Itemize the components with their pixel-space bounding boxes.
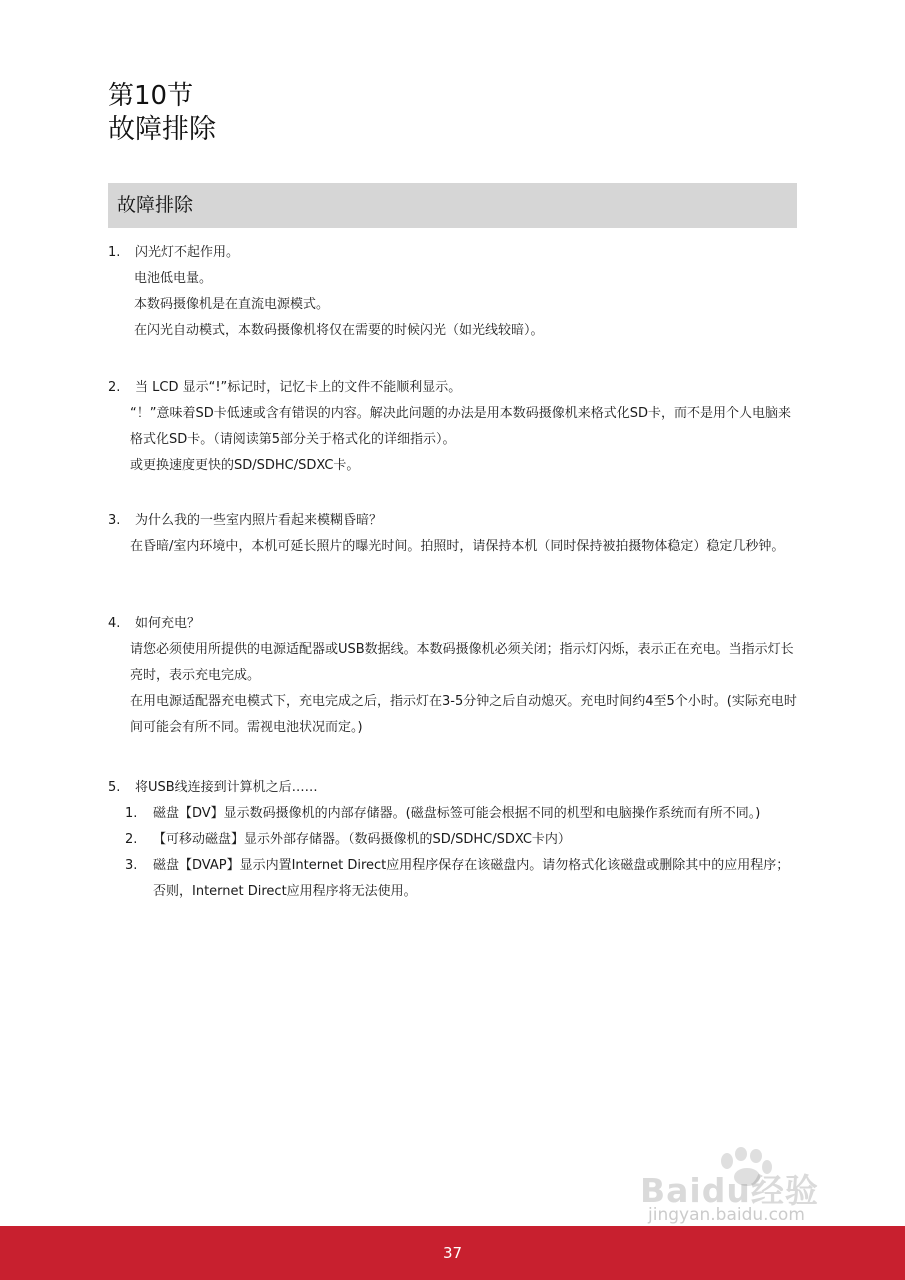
faq-answer: [108, 534, 798, 560]
faq-item-5: [108, 775, 798, 905]
faq-answer-line: 本数码摄像机是在直流电源模式。: [134, 297, 330, 312]
subitem-text: 磁盘【DV】显示数码摄像机的内部存储器。(磁盘标签可能会根据不同的机型和电脑操作系统而有所不同。): [153, 806, 761, 821]
faq-answer: [108, 266, 798, 344]
faq-answer-line: 在昏暗/室内环境中，本机可延长照片的曝光时间。拍照时，请保持本机（同时保持被拍摄物体稳定）稳定几秒钟。: [130, 539, 785, 554]
faq-answer-line: 或更换速度更快的SD/SDHC/SDXC卡。: [130, 458, 360, 473]
faq-subitem-3: [108, 853, 798, 905]
subitem-text: 磁盘【DVAP】显示内置Internet Direct应用程序保存在该磁盘内。请勿格式化该磁盘或删除其中的应用程序；否则，Internet Direct应用程序将无法使用。: [153, 858, 790, 899]
faq-subitem-2: [108, 827, 798, 853]
faq-answer: [108, 401, 798, 479]
faq-item-3: [108, 508, 798, 560]
faq-question-text: 闪光灯不起作用。: [135, 245, 240, 260]
subitem-number: 2.: [125, 832, 138, 847]
faq-item-4: [108, 611, 798, 741]
chapter-title: 故障排除: [108, 114, 216, 145]
faq-answer-line: 电池低电量。: [134, 271, 213, 286]
page-footer: [0, 1226, 905, 1280]
faq-item-1: [108, 240, 798, 344]
faq-question-text: 为什么我的一些室内照片看起来模糊昏暗？: [135, 513, 383, 528]
faq-answer-line: 请您必须使用所提供的电源适配器或USB数据线。本数码摄像机必须关闭；指示灯闪烁，表示正在充电。当指示灯长亮时，表示充电完成。: [130, 642, 794, 683]
faq-question-text: 将USB线连接到计算机之后……: [135, 780, 318, 795]
faq-answer: [108, 637, 798, 741]
faq-question: [108, 775, 798, 801]
faq-item-2: [108, 375, 798, 479]
page-number: 37: [442, 1244, 463, 1262]
faq-question-text: 当 LCD 显示“!”标记时，记忆卡上的文件不能顺利显示。: [135, 380, 462, 395]
faq-answer-line: “！”意味着SD卡低速或含有错误的内容。解决此问题的办法是用本数码摄像机来格式化SD卡，而不是用个人电脑来格式化SD卡。（请阅读第5部分关于格式化的详细指示）。: [130, 406, 791, 447]
chapter-heading: [108, 80, 216, 148]
faq-number: 1.: [108, 245, 121, 260]
watermark-logo: Baidu经验: [640, 1171, 819, 1210]
faq-subitem-1: [108, 801, 798, 827]
faq-number: 4.: [108, 616, 121, 631]
faq-question-text: 如何充电？: [135, 616, 201, 631]
faq-question: [108, 375, 798, 401]
section-title-bar: 故障排除: [108, 183, 797, 228]
baidu-watermark: [640, 1145, 855, 1230]
faq-answer-line: 在闪光自动模式，本数码摄像机将仅在需要的时候闪光（如光线较暗）。: [134, 323, 544, 338]
subitem-number: 1.: [125, 806, 138, 821]
faq-number: 2.: [108, 380, 121, 395]
subitem-text: 【可移动磁盘】显示外部存储器。（数码摄像机的SD/SDHC/SDXC卡内）: [153, 832, 571, 847]
subitem-number: 3.: [125, 858, 138, 873]
faq-question: [108, 240, 798, 266]
faq-answer-line: 在用电源适配器充电模式下，充电完成之后，指示灯在3-5分钟之后自动熄灭。充电时间约4至5个小时。(实际充电时间可能会有所不同。需视电池状况而定。): [130, 694, 797, 735]
faq-question: [108, 611, 798, 637]
faq-number: 3.: [108, 513, 121, 528]
chapter-number: 第10节: [108, 81, 194, 111]
watermark-url: jingyan.baidu.com: [648, 1205, 805, 1225]
faq-question: [108, 508, 798, 534]
faq-number: 5.: [108, 780, 121, 795]
